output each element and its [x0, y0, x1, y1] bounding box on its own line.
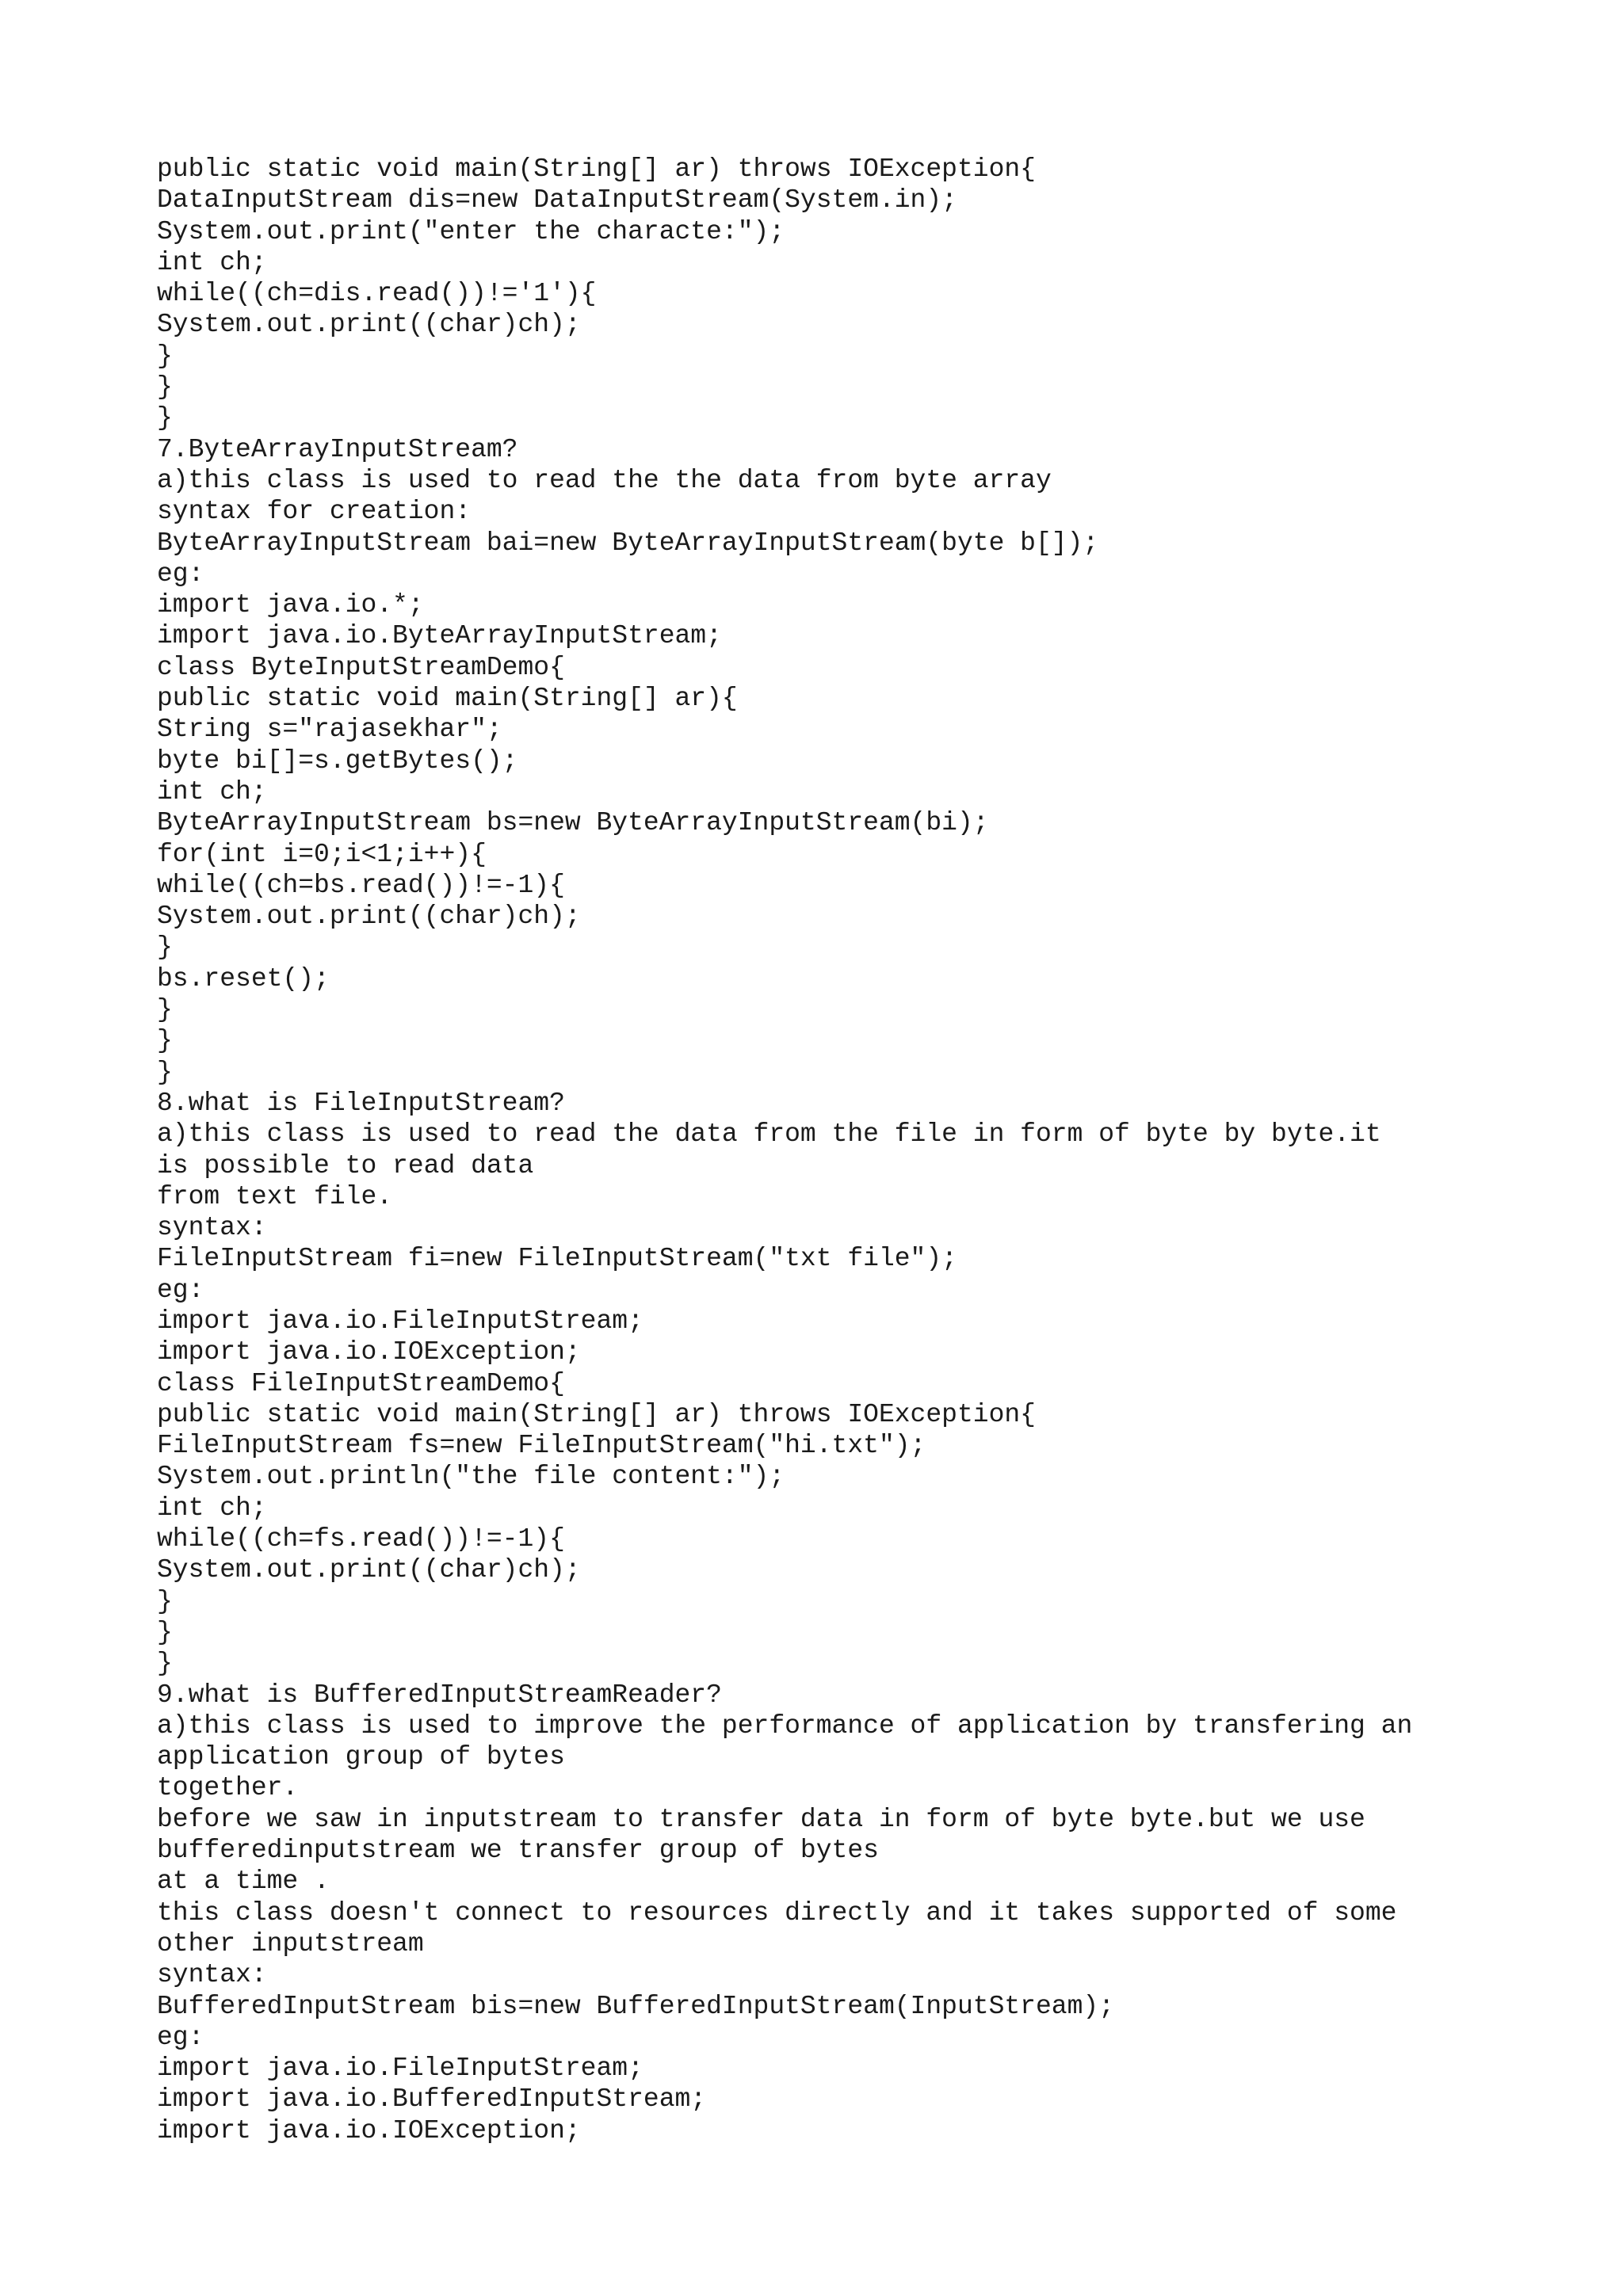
text-line: import java.io.ByteArrayInputStream;	[157, 621, 722, 651]
text-line: System.out.print((char)ch);	[157, 310, 581, 340]
text-line: eg:	[157, 1275, 204, 1305]
text-line: }	[157, 1586, 173, 1616]
text-line: }	[157, 1649, 173, 1679]
text-line: class FileInputStreamDemo{	[157, 1368, 565, 1398]
text-line: 7.ByteArrayInputStream?	[157, 434, 518, 464]
text-line: public static void main(String[] ar){	[157, 684, 738, 714]
text-line: application group of bytes	[157, 1742, 565, 1772]
text-line: import java.io.BufferedInputStream;	[157, 2084, 707, 2115]
text-line: public static void main(String[] ar) throws IOException{	[157, 154, 1036, 184]
text-line: }	[157, 372, 173, 402]
text-line: eg:	[157, 559, 204, 589]
text-line: is possible to read data	[157, 1150, 534, 1180]
text-line: }	[157, 1057, 173, 1087]
text-line: }	[157, 1617, 173, 1647]
text-line: together.	[157, 1773, 299, 1803]
text-line: }	[157, 1026, 173, 1056]
text-line: import java.io.*;	[157, 590, 424, 620]
text-line: FileInputStream fs=new FileInputStream("hi.txt");	[157, 1431, 926, 1461]
text-line: class ByteInputStreamDemo{	[157, 652, 565, 682]
text-line: import java.io.IOException;	[157, 1337, 581, 1367]
text-line: eg:	[157, 2022, 204, 2052]
text-line: int ch;	[157, 1493, 267, 1523]
text-line: }	[157, 995, 173, 1025]
text-line: }	[157, 403, 173, 433]
text-line: int ch;	[157, 247, 267, 277]
text-line: String s="rajasekhar";	[157, 715, 502, 745]
text-line: import java.io.FileInputStream;	[157, 1306, 643, 1336]
text-line: System.out.print((char)ch);	[157, 902, 581, 932]
text-line: public static void main(String[] ar) throws IOException{	[157, 1399, 1036, 1429]
text-line: 9.what is BufferedInputStreamReader?	[157, 1680, 722, 1710]
text-line: 8.what is FileInputStream?	[157, 1088, 565, 1118]
text-line: a)this class is used to read the data from the file in form of byte by byte.it	[157, 1119, 1381, 1150]
text-line: FileInputStream fi=new FileInputStream("txt file");	[157, 1244, 957, 1274]
text-line: ByteArrayInputStream bai=new ByteArrayInputStream(byte b[]);	[157, 528, 1099, 558]
text-line: while((ch=fs.read())!=-1){	[157, 1524, 565, 1554]
text-line: a)this class is used to read the the data from byte array	[157, 465, 1052, 495]
text-line: }	[157, 933, 173, 963]
text-line: import java.io.IOException;	[157, 2115, 581, 2145]
text-line: a)this class is used to improve the performance of application by transfering an	[157, 1711, 1413, 1741]
text-line: at a time .	[157, 1867, 330, 1897]
text-line: BufferedInputStream bis=new BufferedInputStream(InputStream);	[157, 1991, 1114, 2021]
text-line: import java.io.FileInputStream;	[157, 2054, 643, 2084]
text-line: byte bi[]=s.getBytes();	[157, 746, 518, 776]
text-line: this class doesn't connect to resources directly and it takes supported of some	[157, 1897, 1397, 1928]
text-line: from text file.	[157, 1181, 393, 1211]
text-line: while((ch=dis.read())!='1'){	[157, 279, 597, 309]
code-text-block	[157, 154, 1599, 2146]
text-line: before we saw in inputstream to transfer data in form of byte byte.but we use	[157, 1804, 1365, 1834]
text-line: int ch;	[157, 776, 267, 807]
text-line: for(int i=0;i<1;i++){	[157, 839, 487, 869]
text-line: ByteArrayInputStream bs=new ByteArrayInputStream(bi);	[157, 808, 989, 838]
text-line: bufferedinputstream we transfer group of bytes	[157, 1836, 879, 1866]
text-line: System.out.println("the file content:");	[157, 1462, 785, 1492]
text-line: syntax:	[157, 1213, 267, 1243]
text-line: other inputstream	[157, 1928, 424, 1958]
text-line: }	[157, 341, 173, 371]
text-line: bs.reset();	[157, 963, 330, 994]
text-line: while((ch=bs.read())!=-1){	[157, 870, 565, 900]
text-line: DataInputStream dis=new DataInputStream(System.in);	[157, 185, 957, 215]
text-line: syntax for creation:	[157, 497, 472, 527]
text-line: syntax:	[157, 1960, 267, 1990]
text-line: System.out.print("enter the characte:");	[157, 216, 785, 246]
text-line: System.out.print((char)ch);	[157, 1555, 581, 1585]
